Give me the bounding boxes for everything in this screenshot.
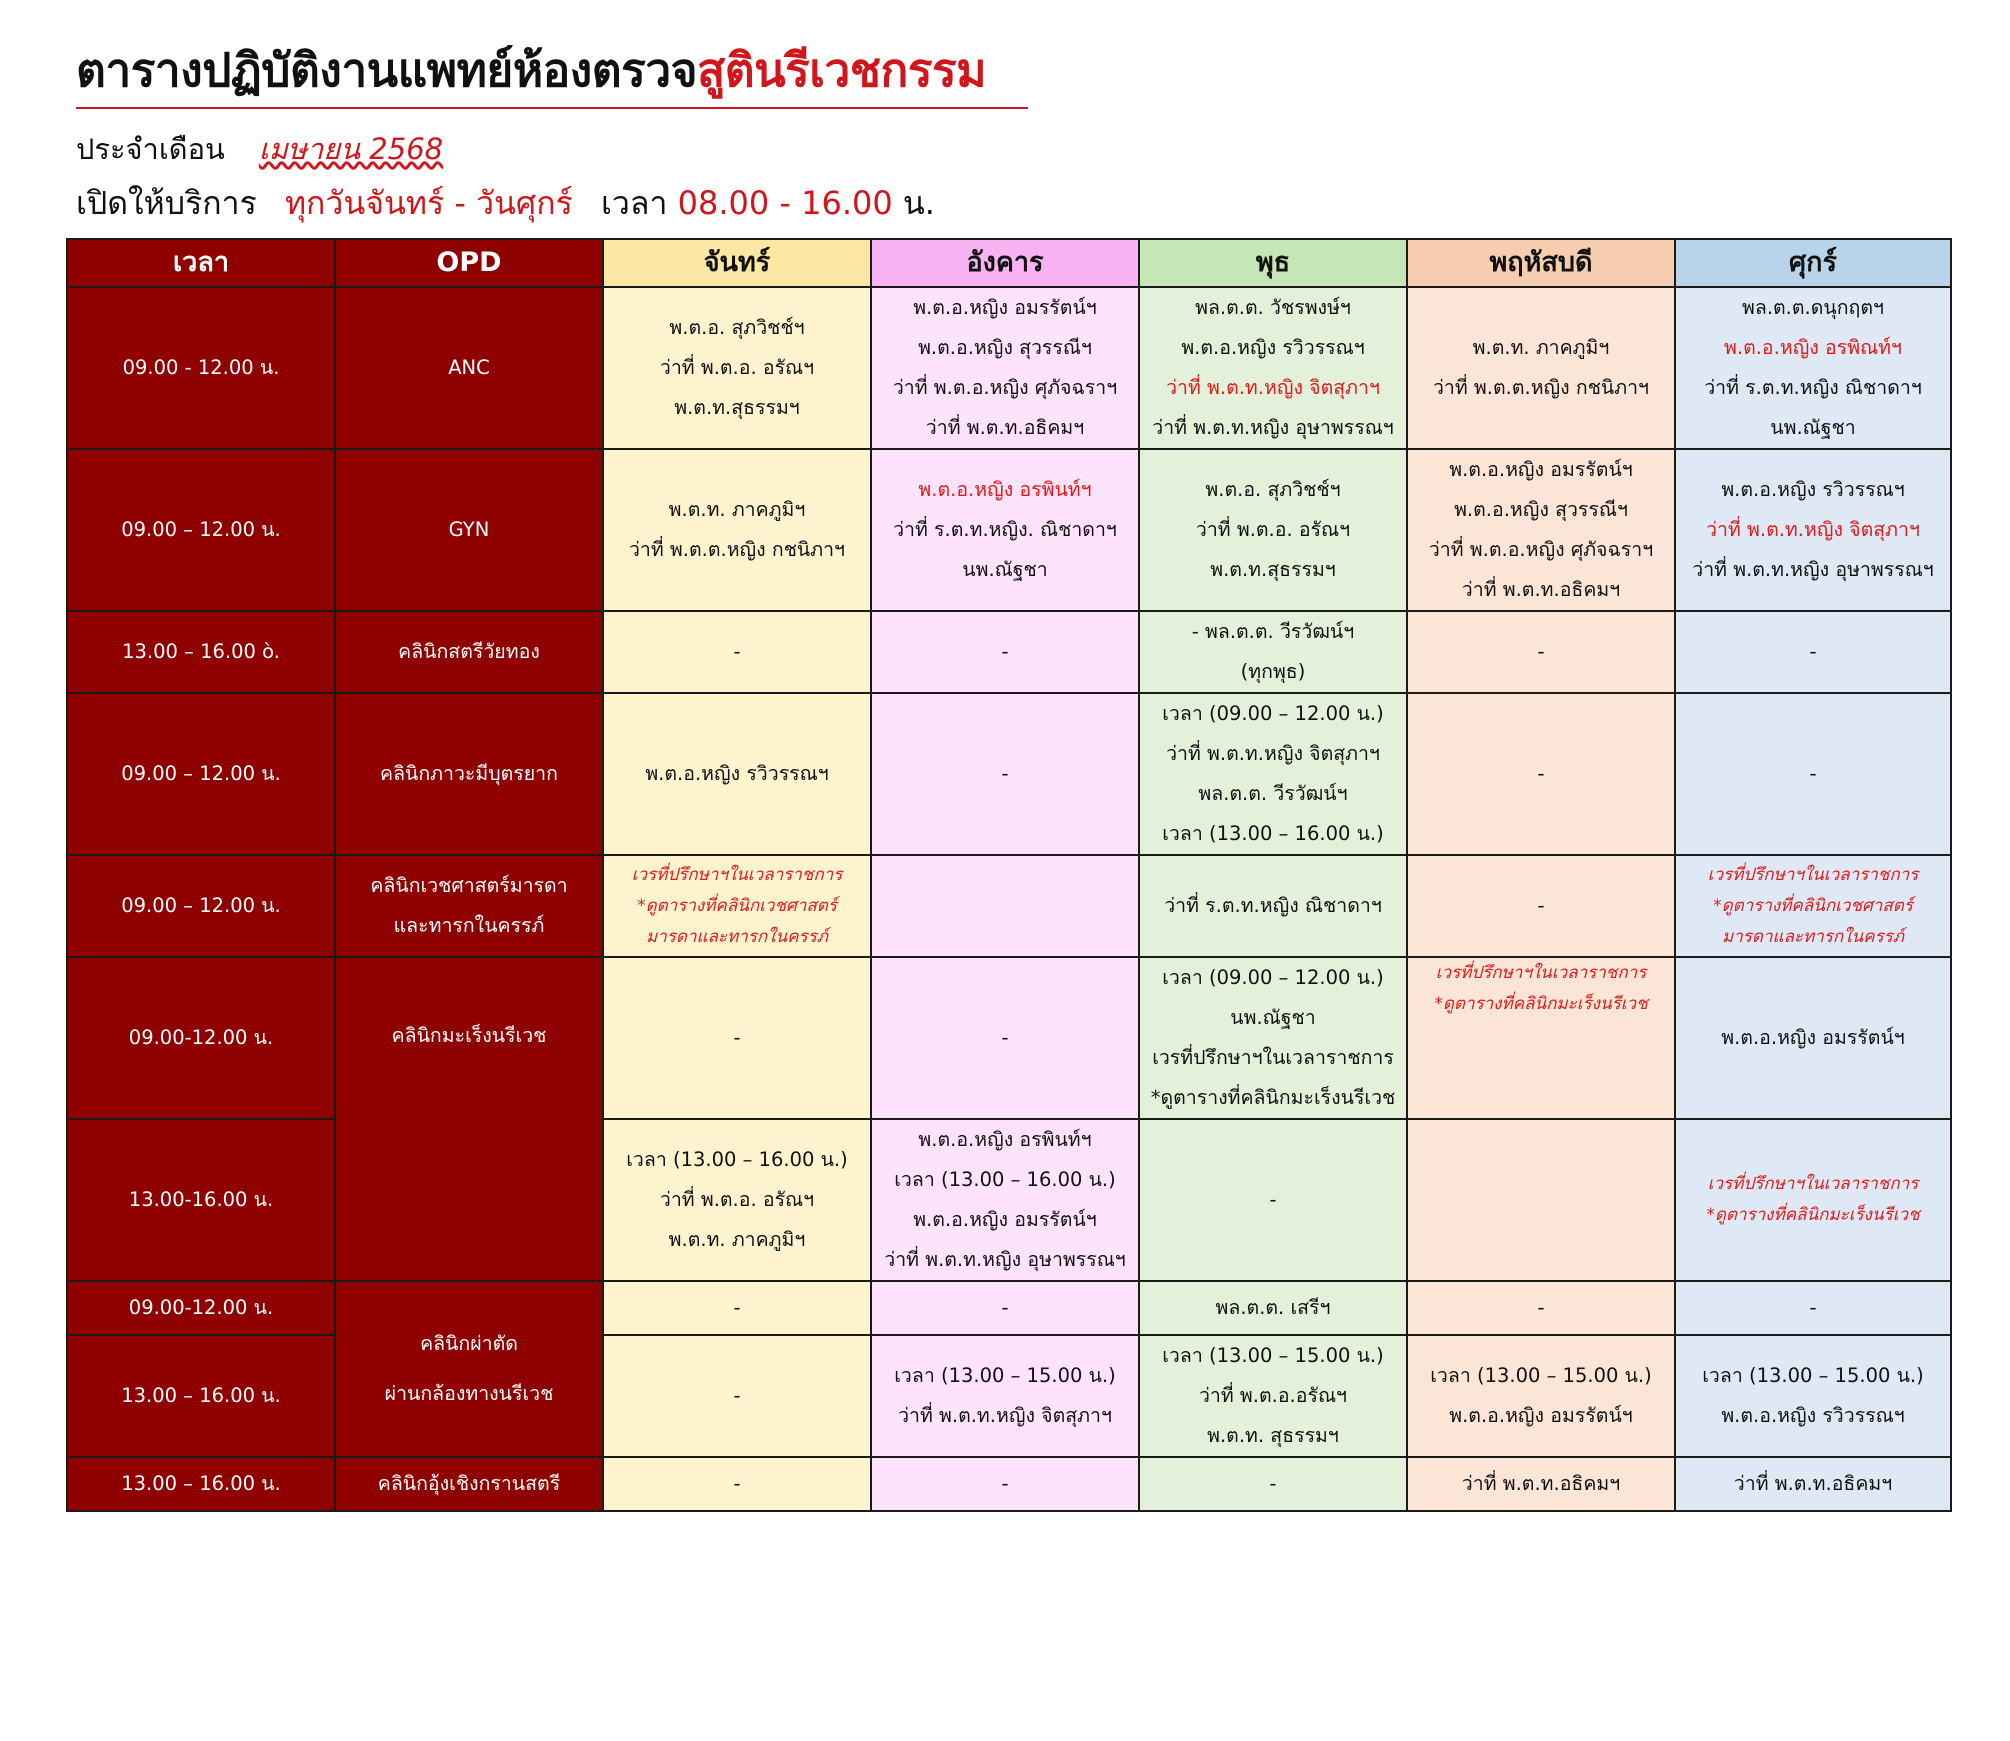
page-title: [76, 34, 986, 107]
service-unit: น.: [902, 184, 935, 222]
header-opd: OPD: [335, 239, 603, 287]
doctor-line: นพ.ณัฐชา: [1770, 416, 1856, 439]
doctor-line: ว่าที่ พ.ต.อ. อรัณฯ: [659, 356, 815, 379]
cell-lap-am-mon: -: [603, 1281, 871, 1335]
time-cell: 13.00 – 16.00 น.: [67, 1335, 335, 1457]
note-line: มารดาและทารกในครรภ์: [1722, 926, 1904, 947]
service-time-label: เวลา: [600, 184, 668, 222]
cell-inf-fri: -: [1675, 693, 1951, 855]
row-urogyn: [67, 1457, 1951, 1511]
row-menopause: [67, 611, 1951, 693]
opd-cell: คลินิกภาวะมีบุตรยาก: [335, 693, 603, 855]
cell-onc-pm-wed: -: [1139, 1119, 1407, 1281]
doctor-line: พ.ต.ท.สุธรรมฯ: [1210, 558, 1336, 581]
cell-onc-pm-mon: [603, 1119, 871, 1281]
opd-cell: ANC: [335, 287, 603, 449]
doctor-line: ว่าที่ พ.ต.อ.อรัณฯ: [1198, 1384, 1347, 1407]
cell-lap-pm-thu: [1407, 1335, 1675, 1457]
doctor-line: พ.ต.อ.หญิง รวิวรรณฯ: [1721, 1404, 1905, 1427]
header-wednesday: พุธ: [1139, 239, 1407, 287]
cell-anc-thu: [1407, 287, 1675, 449]
cell-lap-am-tue: -: [871, 1281, 1139, 1335]
doctor-line: ว่าที่ พ.ต.ท.หญิง จิตสุภาฯ: [1166, 742, 1380, 765]
doctor-line: ว่าที่ พ.ต.ท.หญิง อุษาพรรณฯ: [1692, 558, 1934, 581]
doctor-line: เวรที่ปรึกษาฯในเวลาราชการ: [1152, 1046, 1394, 1069]
doctor-line: พ.ต.อ.หญิง สุวรรณีฯ: [918, 336, 1092, 359]
doctor-line: พ.ต.อ.หญิง อมรรัตน์ฯ: [1449, 458, 1633, 481]
doctor-line: ว่าที่ พ.ต.ต.หญิง กชนิภาฯ: [1432, 376, 1650, 399]
doctor-line: พล.ต.ต. วีรวัฒน์ฯ: [1198, 782, 1348, 805]
doctor-line: พ.ต.อ.หญิง อมรรัตน์ฯ: [1449, 1404, 1633, 1427]
opd-cell: [335, 855, 603, 957]
doctor-line: ว่าที่ พ.ต.อ.หญิง ศุภัจฉราฯ: [892, 376, 1118, 399]
note-line: *ดูตารางที่คลินิกมะเร็งนรีเวช: [1706, 1205, 1920, 1225]
doctor-line: เวลา (13.00 – 16.00 น.): [626, 1148, 848, 1171]
row-gyn: [67, 449, 1951, 611]
cell-lap-am-thu: -: [1407, 1281, 1675, 1335]
note-line: เวรที่ปรึกษาฯในเวลาราชการ: [1707, 864, 1919, 885]
opd-cell: คลินิกมะเร็งนรีเวช: [335, 957, 603, 1281]
time-cell: 09.00-12.00 น.: [67, 1281, 335, 1335]
time-cell: 09.00 – 12.00 น.: [67, 855, 335, 957]
doctor-line: พ.ต.อ.หญิง อมรรัตน์ฯ: [913, 296, 1097, 319]
doctor-line: เวลา (13.00 – 15.00 น.): [1162, 1344, 1384, 1367]
note-line: *ดูตารางที่คลินิกเวชศาสตร์: [1713, 895, 1913, 916]
cell-anc-fri: [1675, 287, 1951, 449]
service-line: [76, 178, 935, 229]
cell-uro-thu: ว่าที่ พ.ต.ท.อธิคมฯ: [1407, 1457, 1675, 1511]
cell-anc-tue: [871, 287, 1139, 449]
doctor-line: พ.ต.อ.หญิง อรพินท์ฯ: [918, 478, 1092, 501]
doctor-line: พ.ต.อ.หญิง รวิวรรณฯ: [1181, 336, 1365, 359]
row-maternal-fetal: [67, 855, 1951, 957]
cell-onc-pm-thu: [1407, 1119, 1675, 1281]
opd-cell: คลินิกสตรีวัยทอง: [335, 611, 603, 693]
cell-mfm-mon: [603, 855, 871, 957]
title-main: ตารางปฏิบัติงานแพทย์ห้องตรวจ: [76, 43, 698, 97]
doctor-line: ว่าที่ พ.ต.ท.อธิคมฯ: [925, 416, 1085, 439]
cell-gyn-thu: [1407, 449, 1675, 611]
cell-anc-wed: [1139, 287, 1407, 449]
opd-line: และทารกในครรภ์: [393, 914, 545, 937]
doctor-line: พล.ต.ต. วัชรพงษ์ฯ: [1195, 296, 1351, 319]
doctor-line: พ.ต.ท. สุธรรมฯ: [1207, 1424, 1339, 1447]
time-cell: 09.00-12.00 น.: [67, 957, 335, 1119]
note-line: มารดาและทารกในครรภ์: [646, 926, 828, 947]
month-line: [76, 126, 443, 172]
header-friday: ศุกร์: [1675, 239, 1951, 287]
header-tuesday: อังคาร: [871, 239, 1139, 287]
doctor-line: ว่าที่ พ.ต.อ. อรัณฯ: [1195, 518, 1351, 541]
cell-meno-mon: -: [603, 611, 871, 693]
service-hours: 08.00 - 16.00: [677, 184, 893, 222]
cell-meno-wed: [1139, 611, 1407, 693]
row-laparoscopy-am: [67, 1281, 1951, 1335]
time-cell: 09.00 – 12.00 น.: [67, 693, 335, 855]
doctor-line: ว่าที่ ร.ต.ท.หญิง. ณิชาดาฯ: [893, 518, 1117, 541]
opd-line: ผ่านกล้องทางนรีเวช: [384, 1382, 554, 1405]
doctor-line: พ.ต.อ. สุภวิชช์ฯ: [1205, 478, 1341, 501]
row-gyn-onc-am: [67, 957, 1951, 1119]
doctor-line: นพ.ณัฐชา: [1230, 1006, 1316, 1029]
doctor-line: พ.ต.อ.หญิง สุวรรณีฯ: [1454, 498, 1628, 521]
doctor-line: เวลา (13.00 – 15.00 น.): [894, 1364, 1116, 1387]
note-line: *ดูตารางที่คลินิกมะเร็งนรีเวช: [1434, 994, 1648, 1014]
doctor-line: *ดูตารางที่คลินิกมะเร็งนรีเวช: [1150, 1086, 1396, 1109]
title-dept: สูตินรีเวชกรรม: [697, 43, 987, 97]
doctor-line: นพ.ณัฐชา: [962, 558, 1048, 581]
doctor-line: ว่าที่ พ.ต.อ. อรัณฯ: [659, 1188, 815, 1211]
doctor-line: ว่าที่ ร.ต.ท.หญิง ณิชาดาฯ: [1704, 376, 1922, 399]
doctor-line: พ.ต.ท. ภาคภูมิฯ: [668, 498, 806, 521]
time-cell: 09.00 – 12.00 น.: [67, 449, 335, 611]
note-line: *ดูตารางที่คลินิกเวชศาสตร์: [637, 895, 837, 916]
doctor-line: เวลา (13.00 – 16.00 น.): [894, 1168, 1116, 1191]
title-underline: [76, 107, 1028, 109]
cell-gyn-fri: [1675, 449, 1951, 611]
doctor-line: ว่าที่ พ.ต.ท.อธิคมฯ: [1461, 578, 1621, 601]
cell-meno-fri: -: [1675, 611, 1951, 693]
cell-gyn-mon: [603, 449, 871, 611]
cell-meno-thu: -: [1407, 611, 1675, 693]
cell-lap-pm-fri: [1675, 1335, 1951, 1457]
schedule-table: [66, 238, 1952, 1512]
doctor-line: ว่าที่ พ.ต.ท.หญิง จิตสุภาฯ: [1166, 376, 1380, 399]
note-line: เวรที่ปรึกษาฯในเวลาราชการ: [1707, 1174, 1919, 1194]
time-cell: 09.00 - 12.00 น.: [67, 287, 335, 449]
doctor-line: ว่าที่ พ.ต.อ.หญิง ศุภัจฉราฯ: [1428, 538, 1654, 561]
cell-mfm-fri: [1675, 855, 1951, 957]
doctor-line: พล.ต.ต.ดนุกฤตฯ: [1742, 296, 1884, 319]
opd-cell: GYN: [335, 449, 603, 611]
doctor-line: พ.ต.อ.หญิง รวิวรรณฯ: [1721, 478, 1905, 501]
doctor-line: (ทุกพุธ): [1240, 660, 1306, 683]
doctor-line: พ.ต.ท. ภาคภูมิฯ: [668, 1228, 806, 1251]
month-value: เมษายน 2568: [258, 132, 444, 166]
cell-onc-am-mon: -: [603, 957, 871, 1119]
note-line: เวรที่ปรึกษาฯในเวลาราชการ: [631, 864, 843, 885]
doctor-line: ว่าที่ พ.ต.ท.หญิง อุษาพรรณฯ: [1152, 416, 1394, 439]
doctor-line: เวลา (09.00 – 12.00 น.): [1162, 702, 1384, 725]
note-line: เวรที่ปรึกษาฯในเวลาราชการ: [1435, 963, 1647, 983]
cell-onc-am-tue: -: [871, 957, 1139, 1119]
cell-mfm-wed: ว่าที่ ร.ต.ท.หญิง ณิชาดาฯ: [1139, 855, 1407, 957]
header-thursday: พฤหัสบดี: [1407, 239, 1675, 287]
service-label: เปิดให้บริการ: [76, 184, 257, 222]
opd-cell: คลินิกอุ้งเชิงกรานสตรี: [335, 1457, 603, 1511]
doctor-line: พ.ต.อ.หญิง อมรรัตน์ฯ: [913, 1208, 1097, 1231]
opd-line: คลินิกเวชศาสตร์มารดา: [370, 874, 568, 897]
month-label: ประจำเดือน: [76, 132, 225, 166]
cell-onc-am-fri: พ.ต.อ.หญิง อมรรัตน์ฯ: [1675, 957, 1951, 1119]
doctor-line: ว่าที่ พ.ต.ท.หญิง จิตสุภาฯ: [1706, 518, 1920, 541]
cell-lap-pm-mon: -: [603, 1335, 871, 1457]
time-cell: 13.00-16.00 น.: [67, 1119, 335, 1281]
doctor-line: พ.ต.อ.หญิง อรพิณท์ฯ: [1724, 336, 1902, 359]
doctor-line: ว่าที่ พ.ต.ท.หญิง อุษาพรรณฯ: [884, 1248, 1126, 1271]
cell-onc-pm-tue: [871, 1119, 1139, 1281]
cell-inf-tue: -: [871, 693, 1139, 855]
doctor-line: เวลา (13.00 – 15.00 น.): [1430, 1364, 1652, 1387]
cell-anc-mon: [603, 287, 871, 449]
service-days: ทุกวันจันทร์ - วันศุกร์: [284, 184, 573, 222]
header-monday: จันทร์: [603, 239, 871, 287]
cell-gyn-wed: [1139, 449, 1407, 611]
doctor-line: ว่าที่ พ.ต.ท.หญิง จิตสุภาฯ: [898, 1404, 1112, 1427]
cell-meno-tue: -: [871, 611, 1139, 693]
opd-cell: [335, 1281, 603, 1457]
cell-inf-wed: [1139, 693, 1407, 855]
cell-inf-mon: พ.ต.อ.หญิง รวิวรรณฯ: [603, 693, 871, 855]
header-row: [67, 239, 1951, 287]
doctor-line: พ.ต.อ.หญิง อรพินท์ฯ: [918, 1128, 1092, 1151]
cell-mfm-thu: -: [1407, 855, 1675, 957]
row-anc: [67, 287, 1951, 449]
doctor-line: เวลา (09.00 – 12.00 น.): [1162, 966, 1384, 989]
cell-lap-pm-wed: [1139, 1335, 1407, 1457]
cell-lap-pm-tue: [871, 1335, 1139, 1457]
cell-uro-mon: -: [603, 1457, 871, 1511]
header-time: เวลา: [67, 239, 335, 287]
cell-lap-am-wed: พล.ต.ต. เสรีฯ: [1139, 1281, 1407, 1335]
doctor-line: เวลา (13.00 – 16.00 น.): [1162, 822, 1384, 845]
opd-line: คลินิกผ่าตัด: [420, 1332, 518, 1355]
cell-uro-wed: -: [1139, 1457, 1407, 1511]
cell-gyn-tue: [871, 449, 1139, 611]
cell-uro-fri: ว่าที่ พ.ต.ท.อธิคมฯ: [1675, 1457, 1951, 1511]
cell-onc-am-wed: [1139, 957, 1407, 1119]
cell-onc-am-thu: [1407, 957, 1675, 1119]
cell-onc-pm-fri: [1675, 1119, 1951, 1281]
doctor-line: พ.ต.อ. สุภวิชช์ฯ: [669, 316, 805, 339]
doctor-line: พ.ต.ท. ภาคภูมิฯ: [1472, 336, 1610, 359]
doctor-line: - พล.ต.ต. วีรวัฒน์ฯ: [1191, 620, 1355, 643]
cell-lap-am-fri: -: [1675, 1281, 1951, 1335]
doctor-line: เวลา (13.00 – 15.00 น.): [1702, 1364, 1924, 1387]
cell-uro-tue: -: [871, 1457, 1139, 1511]
cell-mfm-tue: [871, 855, 1139, 957]
doctor-line: ว่าที่ พ.ต.ต.หญิง กชนิภาฯ: [628, 538, 846, 561]
row-infertility: [67, 693, 1951, 855]
cell-inf-thu: -: [1407, 693, 1675, 855]
time-cell: 13.00 – 16.00 น.: [67, 1457, 335, 1511]
time-cell: 13.00 – 16.00 ò.: [67, 611, 335, 693]
doctor-line: พ.ต.ท.สุธรรมฯ: [674, 396, 800, 419]
